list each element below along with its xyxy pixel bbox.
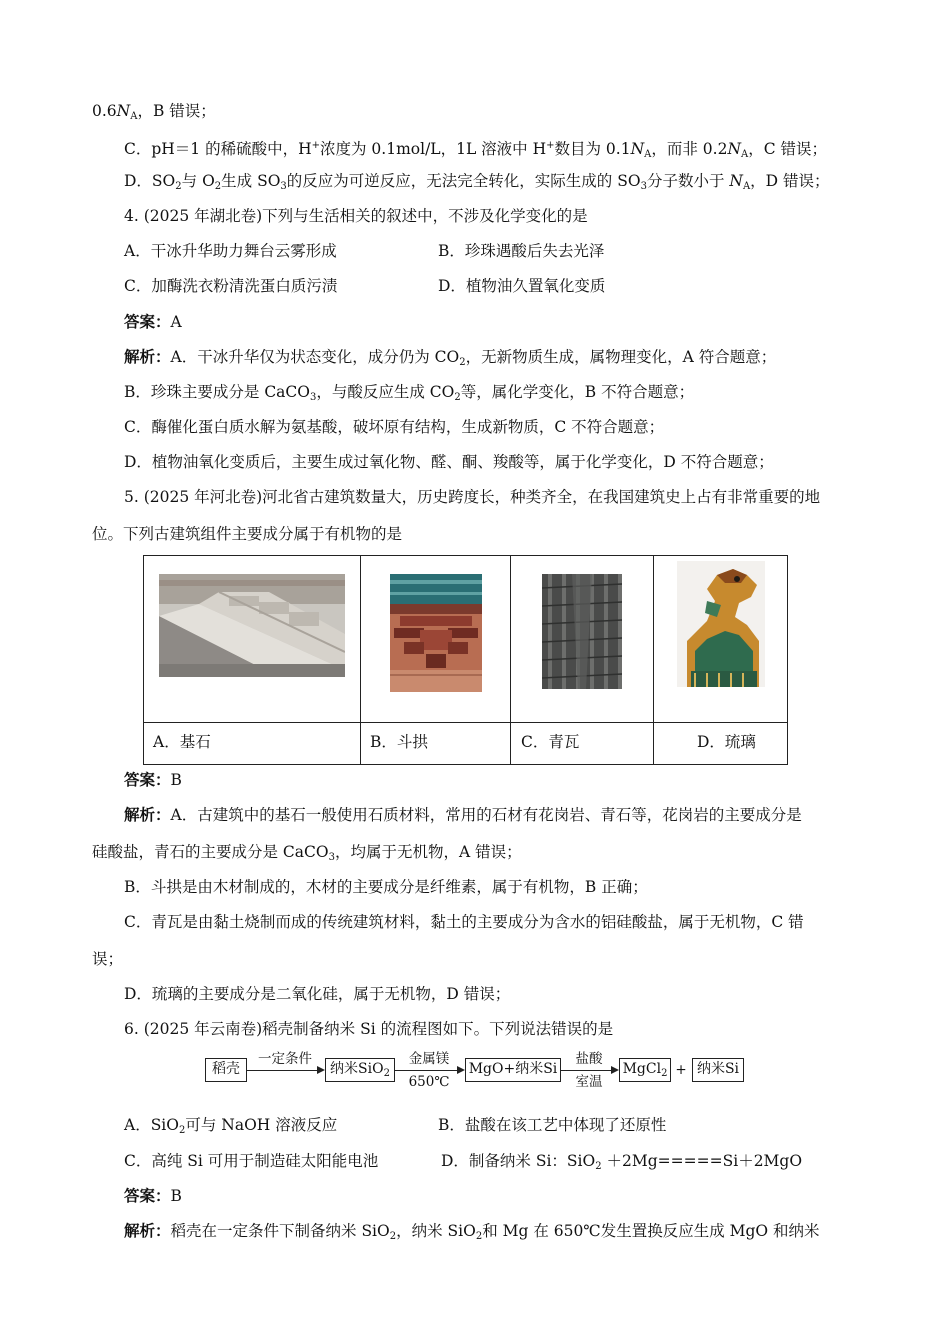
q5-stem-line2: 位。下列古建筑组件主要成分属于有机物的是 bbox=[92, 525, 403, 543]
q5-analysis-c1: C．青瓦是由黏土烧制而成的传统建筑材料，黏土的主要成分为含水的铝硅酸盐，属于无机物，C 错 bbox=[124, 913, 804, 931]
q6-option-a: A．SiO$_2$可与 NaOH 溶液反应 bbox=[124, 1116, 338, 1136]
analysis-label: 解析： bbox=[124, 805, 171, 824]
q4-stem: 4. (2025 年湖北卷)下列与生活相关的叙述中，不涉及化学变化的是 bbox=[124, 207, 588, 225]
answer-label: 答案： bbox=[124, 1186, 171, 1205]
flow-box-nano-sio2: 纳米SiO$_2$ bbox=[325, 1058, 395, 1082]
answer-label: 答案： bbox=[124, 312, 171, 331]
q6-analysis: 解析：稻壳在一定条件下制备纳米 SiO$_2$，纳米 SiO$_2$和 Mg 在 650℃发生置换反应生成 MgO 和纳米 bbox=[124, 1221, 820, 1242]
flow-arrow bbox=[561, 1070, 617, 1071]
answer-value: B bbox=[170, 771, 182, 789]
q6-option-b: B．盐酸在该工艺中体现了还原性 bbox=[438, 1116, 667, 1134]
q5-answer bbox=[124, 770, 182, 790]
table-label-b: B．斗拱 bbox=[370, 733, 428, 751]
prev-option-c: C．pH＝1 的稀硫酸中，H+浓度为 0.1mol/L，1L 溶液中 H+数目为 $0.1N_A$，而非 $0.2N_A$，C 错误； bbox=[124, 140, 828, 160]
table-label-a: A．基石 bbox=[153, 733, 211, 751]
analysis-label: 解析： bbox=[124, 347, 171, 366]
dougong-image bbox=[390, 574, 482, 692]
prev-text-line: $0.6N_A$，B 错误； bbox=[92, 102, 216, 122]
q6-answer bbox=[124, 1186, 182, 1206]
table-divider bbox=[360, 556, 361, 764]
q4-option-d: D．植物油久置氧化变质 bbox=[438, 277, 606, 295]
flow-arrow-label: 金属镁 bbox=[408, 1051, 450, 1067]
q4-option-c: C．加酶洗衣粉清洗蛋白质污渍 bbox=[124, 277, 338, 295]
foundation-stone-image bbox=[159, 574, 345, 677]
answer-value: B bbox=[170, 1187, 182, 1205]
q6-option-d: D．制备纳米 Si：SiO$_2$ ＋2Mg=====Si＋2MgO bbox=[441, 1152, 803, 1172]
q4-analysis-d: D．植物油氧化变质后，主要生成过氧化物、醛、酮、羧酸等，属于化学变化，D 不符合题意； bbox=[124, 453, 774, 471]
q5-analysis-a2: 硅酸盐，青石的主要成分是 CaCO$_3$，均属于无机物，A 错误； bbox=[92, 843, 522, 863]
answer-label: 答案： bbox=[124, 770, 171, 789]
table-divider bbox=[144, 722, 787, 723]
table-label-d: D．琉璃 bbox=[697, 733, 756, 751]
q5-analysis-b: B．斗拱是由木材制成的，木材的主要成分是纤维素，属于有机物，B 正确； bbox=[124, 878, 648, 896]
q4-analysis-a: 解析：A．干冰升华仅为状态变化，成分仍为 $CO_2$，无新物质生成，属物理变化，A 符合题意； bbox=[124, 347, 777, 368]
prev-option-d: D．$SO_2$与 $O_2$生成 $SO_3$的反应为可逆反应，无法完全转化，实际生成的 $SO_3$分子数小于 $N_A$，D 错误； bbox=[124, 172, 830, 192]
q4-answer bbox=[124, 312, 182, 332]
flow-arrow-label: 一定条件 bbox=[258, 1051, 312, 1067]
q6-stem: 6. (2025 年云南卷)稻壳制备纳米 Si 的流程图如下。下列说法错误的是 bbox=[124, 1020, 614, 1038]
q5-stem-line1: 5. (2025 年河北卷)河北省古建筑数量大，历史跨度长，种类齐全，在我国建筑史上占有非常重要的地 bbox=[124, 488, 821, 506]
flow-arrow-label: 650℃ bbox=[408, 1074, 450, 1090]
glazed-ornament-image bbox=[677, 561, 765, 687]
q4-option-b: B．珍珠遇酸后失去光泽 bbox=[438, 242, 605, 260]
flow-arrow bbox=[247, 1070, 323, 1071]
flow-box-rice-husk: 稻壳 bbox=[205, 1058, 247, 1082]
flow-arrow-label: 室温 bbox=[575, 1074, 603, 1090]
q5-analysis-d: D．琉璃的主要成分是二氧化硅，属于无机物，D 错误； bbox=[124, 985, 511, 1003]
table-divider bbox=[510, 556, 511, 764]
flow-arrow-label: 盐酸 bbox=[575, 1051, 603, 1067]
table-divider bbox=[653, 556, 654, 764]
flow-box-mgcl2: MgCl$_2$ bbox=[619, 1058, 671, 1082]
analysis-text: A．古建筑中的基石一般使用石质材料，常用的石材有花岗岩、青石等，花岗岩的主要成分是 bbox=[170, 806, 802, 824]
answer-value: A bbox=[170, 313, 182, 331]
q4-option-a: A．干冰升华助力舞台云雾形成 bbox=[124, 242, 337, 260]
q5-analysis-c2: 误； bbox=[92, 950, 124, 968]
flow-plus-sign: + bbox=[675, 1062, 687, 1078]
q5-analysis-a1 bbox=[124, 805, 802, 825]
flow-arrow bbox=[395, 1070, 463, 1071]
flow-box-mgo-si: MgO+纳米Si bbox=[465, 1058, 561, 1082]
green-tile-image bbox=[542, 574, 622, 689]
flow-box-nano-si: 纳米Si bbox=[692, 1058, 744, 1082]
q5-options-table bbox=[143, 555, 788, 765]
q6-option-c: C．高纯 Si 可用于制造硅太阳能电池 bbox=[124, 1152, 379, 1170]
q4-analysis-b: B．珍珠主要成分是 CaCO$_3$，与酸反应生成 $CO_2$等，属化学变化，B 不符合题意； bbox=[124, 383, 695, 403]
analysis-label: 解析： bbox=[124, 1221, 171, 1240]
q4-analysis-c: C．酶催化蛋白质水解为氨基酸，破坏原有结构，生成新物质，C 不符合题意； bbox=[124, 418, 665, 436]
table-label-c: C．青瓦 bbox=[521, 733, 580, 751]
